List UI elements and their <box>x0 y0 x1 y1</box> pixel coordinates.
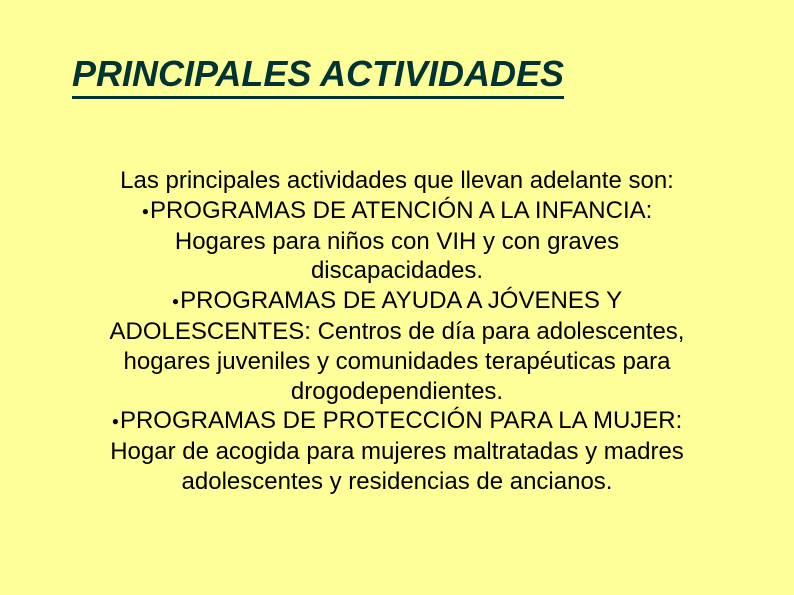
bullet-icon: ● <box>171 294 180 309</box>
bullet-text: PROGRAMAS DE PROTECCIÓN PARA LA MUJER: <box>119 407 683 435</box>
body-line <box>40 317 754 347</box>
body-line <box>40 227 754 257</box>
slide-title: PRINCIPALES ACTIVIDADES <box>72 52 564 99</box>
body-text: discapacidades. <box>310 257 484 285</box>
body-text: Hogar de acogida para mujeres maltratadas y madres <box>110 438 684 466</box>
body-line <box>40 256 754 286</box>
intro-text: Las principales actividades que llevan adelante son: <box>120 167 674 194</box>
body-text: drogodependientes. <box>290 377 504 405</box>
body-text: adolescentes y residencias de ancianos. <box>181 467 613 495</box>
slide-body <box>40 166 754 497</box>
bullet-text: PROGRAMAS DE AYUDA A JÓVENES Y <box>180 287 623 315</box>
body-line <box>40 437 754 467</box>
body-text: hogares juveniles y comunidades terapéuticas para <box>123 347 671 375</box>
bullet-item-infancia <box>40 196 754 227</box>
body-text: Hogares para niños con VIH y con graves <box>174 227 620 255</box>
body-text: ADOLESCENTES: Centros de día para adolescentes, <box>109 317 685 345</box>
bullet-text: PROGRAMAS DE ATENCIÓN A LA INFANCIA: <box>149 196 653 224</box>
intro-line <box>40 166 754 196</box>
bullet-item-mujer <box>40 406 754 437</box>
bullet-icon: ● <box>141 203 149 218</box>
body-line <box>40 467 754 497</box>
body-line <box>40 377 754 407</box>
bullet-item-jovenes <box>40 286 754 317</box>
bullet-icon: ● <box>111 414 119 429</box>
body-line <box>40 347 754 377</box>
